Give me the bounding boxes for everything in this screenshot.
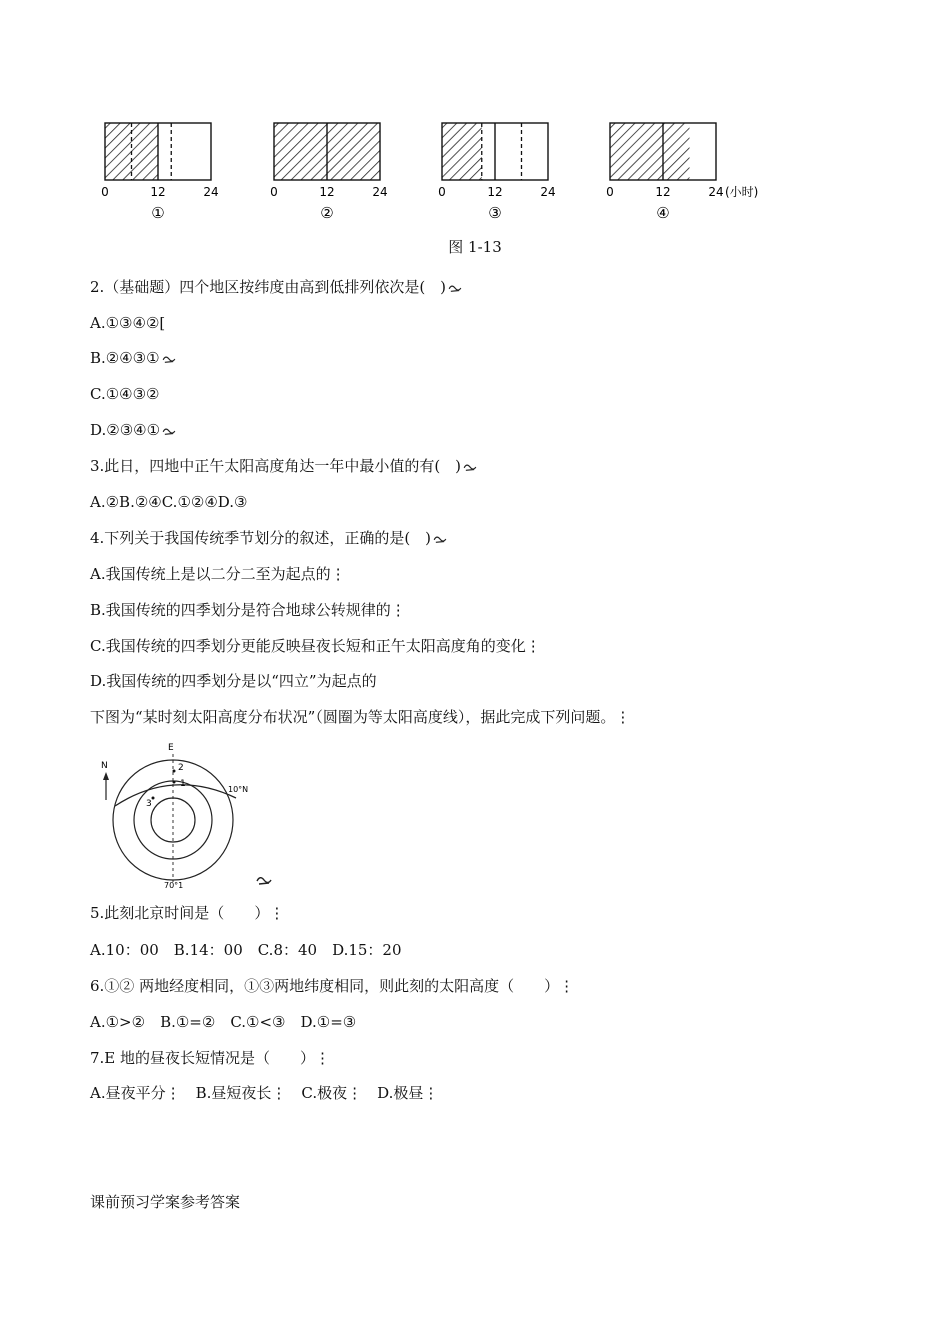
question-text: 4.下列关于我国传统季节划分的叙述，正确的是( ) [90, 529, 432, 547]
question-text: C.①④③② [90, 385, 160, 403]
tick-label: 0 [270, 185, 278, 199]
question-line: A.10：00 B.14：00 C.8：40 D.15：20 [90, 941, 402, 959]
question-line: 5.此刻北京时间是（ ）⋮ [90, 904, 285, 922]
question-text: A.②B.②④C.①②④D.③ [90, 493, 248, 511]
point-3-label: 3 [146, 799, 152, 809]
question-line [90, 492, 248, 512]
question-text: 下图为“某时刻太阳高度分布状况”（圆圈为等太阳高度线），据此完成下列问题。⋮ [90, 708, 631, 726]
question-line [90, 420, 176, 440]
question-line [90, 348, 176, 368]
unit-label: (小时) [725, 185, 759, 199]
tick-label: 0 [606, 185, 614, 199]
scribble-mark-icon [461, 457, 477, 475]
question-line [90, 456, 477, 476]
latitude-label: 10°N [228, 785, 249, 794]
scribble-mark-icon [160, 421, 176, 439]
question-line [90, 707, 630, 727]
question-line: A.昼夜平分⋮ B.昼短夜长⋮ C.极夜⋮ D.极昼⋮ [90, 1084, 439, 1102]
question-line [90, 636, 541, 656]
question-line: A.①>② B.①=② C.①<③ D.①=③ [90, 1013, 357, 1031]
day-night-panel [270, 123, 387, 222]
answers-heading: 课前预习学案参考答案 [90, 1193, 241, 1211]
question-text: B.我国传统的四季划分是符合地球公转规律的⋮ [90, 601, 406, 619]
tick-label: 24 [203, 185, 219, 199]
longitude-label: 70°1 [164, 881, 184, 888]
tick-label: 24 [540, 185, 556, 199]
question-text: A.①③④②[ [90, 314, 166, 332]
question-line [90, 313, 165, 333]
scribble-mark-icon [160, 349, 176, 367]
figure-1-13 [95, 118, 775, 228]
question-text: D.我国传统的四季划分是以“四立”为起点的 [90, 672, 377, 690]
question-line [90, 384, 160, 404]
question-line [90, 564, 346, 584]
question-line [90, 671, 377, 691]
question-line: 6.①② 两地经度相同，①③两地纬度相同，则此刻的太阳高度（ ）⋮ [90, 977, 575, 995]
tick-label: 0 [438, 185, 446, 199]
panel-label: ③ [488, 204, 502, 222]
panel-label: ② [320, 204, 334, 222]
point-1-label: 1 [180, 779, 186, 789]
question-line [90, 277, 462, 297]
north-label: N [101, 761, 108, 771]
day-night-panel [438, 123, 555, 222]
tick-label: 24 [708, 185, 724, 199]
panel-label: ④ [656, 204, 670, 222]
scribble-mark-icon [446, 278, 462, 296]
panel-label: ① [151, 204, 165, 222]
point-2-label: 2 [178, 763, 184, 773]
question-line [90, 528, 447, 548]
tick-label: 12 [319, 185, 335, 199]
scribble-mark-icon [256, 874, 272, 886]
sun-altitude-figure [96, 738, 266, 888]
day-night-panel [101, 123, 218, 222]
figure-caption: 图 1-13 [448, 238, 502, 256]
tick-label: 0 [101, 185, 109, 199]
question-text: A.我国传统上是以二分二至为起点的⋮ [90, 565, 346, 583]
tick-label: 12 [150, 185, 166, 199]
tick-label: 24 [372, 185, 388, 199]
scribble-mark-icon [431, 529, 447, 547]
question-line [90, 600, 406, 620]
night-shading [442, 123, 482, 180]
tick-label: 12 [655, 185, 671, 199]
question-text: B.②④③① [90, 349, 160, 367]
day-night-panel [606, 123, 723, 222]
question-text: 2.（基础题）四个地区按纬度由高到低排列依次是( ) [90, 278, 447, 296]
tick-label: 12 [487, 185, 503, 199]
question-text: D.②③④① [90, 421, 161, 439]
night-shading [610, 123, 690, 180]
question-text: C.我国传统的四季划分更能反映昼夜长短和正午太阳高度角的变化⋮ [90, 637, 541, 655]
pole-label-e: E [168, 743, 174, 753]
question-text: 3.此日，四地中正午太阳高度角达一年中最小值的有( ) [90, 457, 462, 475]
question-line: 7.E 地的昼夜长短情况是（ ）⋮ [90, 1049, 331, 1067]
